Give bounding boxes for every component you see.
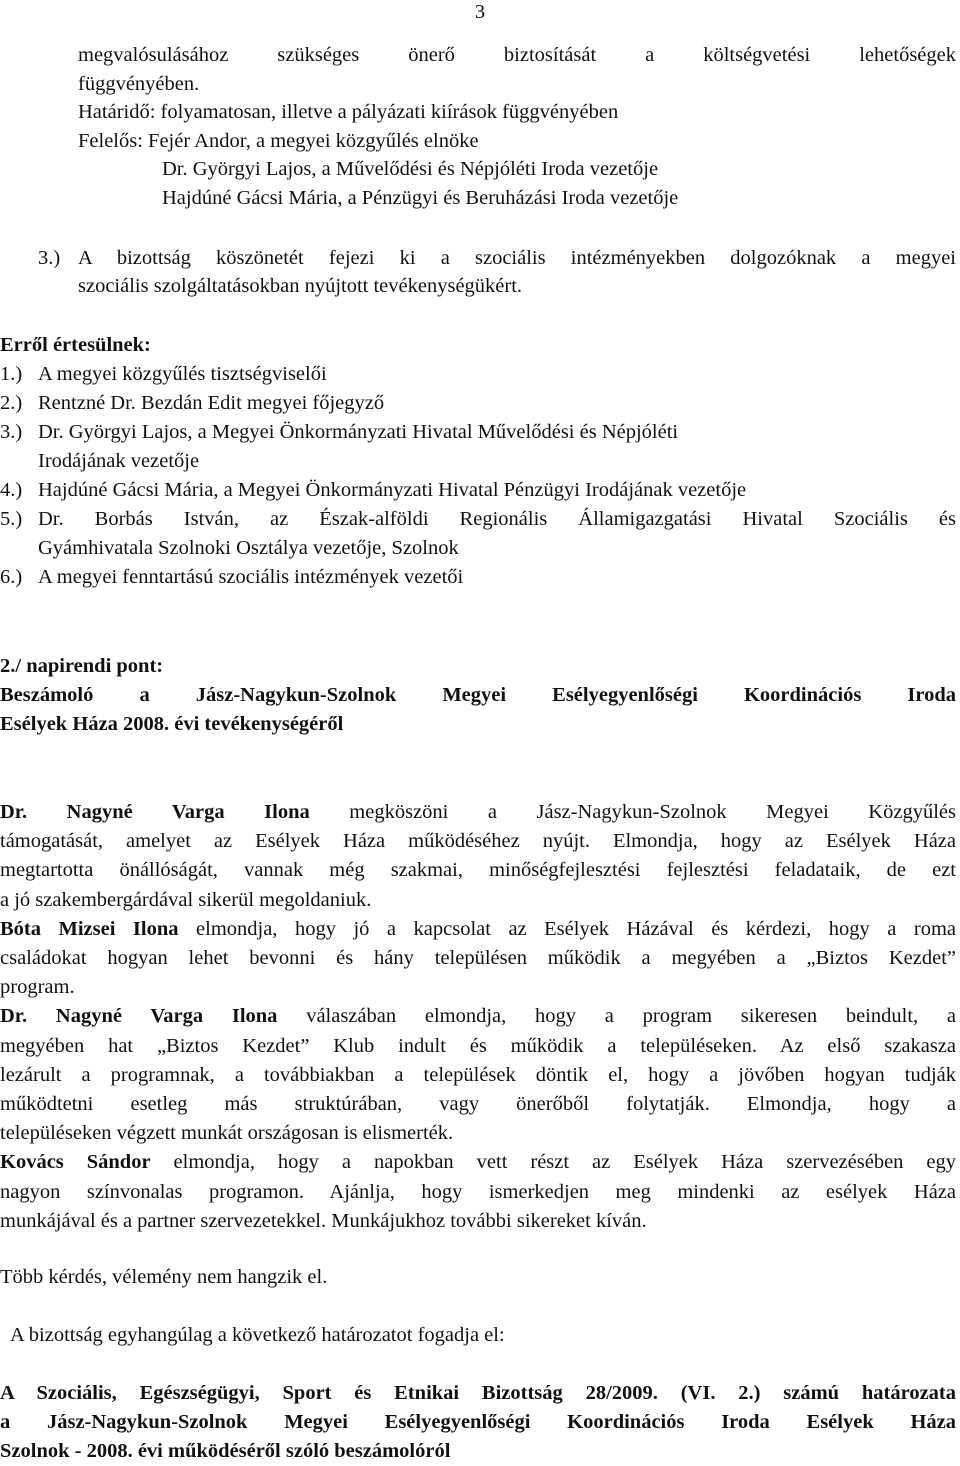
point-3: [38, 244, 956, 300]
continuation-line-2: függvényében.: [78, 72, 200, 95]
list-item: [0, 418, 956, 476]
list-item-text: Hajdúné Gácsi Mária, a Megyei Önkormányzati Hivatal Pénzügyi Irodájának vezetője: [38, 479, 747, 501]
list-item-number: 1.): [0, 363, 23, 385]
agenda-title-line-1: Beszámoló a Jász-Nagykun-Szolnok Megyei Esélyegyenlőségi Koordinációs Iroda: [0, 684, 956, 706]
paragraph-line: megyében hat „Biztos Kezdet” Klub indult és működik a településeken. Az első szakasza: [0, 1034, 956, 1057]
resolution-line-1: A Szociális, Egészségügyi, Sport és Etnikai Bizottság 28/2009. (VI. 2.) számú határozata: [0, 1382, 956, 1404]
list-item-number: 4.): [0, 479, 23, 501]
speaker-name: Kovács Sándor: [0, 1151, 151, 1174]
list-item-text: A megyei fenntartású szociális intézmények vezetői: [38, 566, 464, 588]
page-number: 3: [474, 1, 486, 23]
deadline-line: Határidő: folyamatosan, illetve a pályázati kiírások függvényében: [78, 101, 619, 123]
list-item-text: A megyei közgyűlés tisztségviselői: [38, 363, 327, 385]
point-3-line-1: A bizottság köszönetét fejezi ki a szociális intézményekben dolgozóknak a megyei: [78, 247, 956, 269]
paragraph-line: nagyon színvonalas programon. Ajánlja, hogy ismerkedjen meg mindenki az esélyek Háza: [0, 1180, 956, 1203]
paragraph-line: Dr. Nagyné Varga Ilona megköszöni a Jász-Nagykun-Szolnok Megyei Közgyűlés: [0, 801, 956, 823]
no-more-questions: Több kérdés, vélemény nem hangzik el.: [0, 1266, 328, 1288]
paragraph-line: Bóta Mizsei Ilona elmondja, hogy jó a kapcsolat az Esélyek Házával és kérdezi, hogy a roma: [0, 917, 956, 940]
list-item-text: Gyámhivatala Szolnoki Osztálya vezetője, Szolnok: [38, 537, 459, 559]
responsible-line-2: Dr. Györgyi Lajos, a Művelődési és Népjóléti Iroda vezetője: [162, 158, 659, 180]
agenda-section: [0, 652, 956, 739]
paragraph-line: Dr. Nagyné Varga Ilona válaszában elmondja, hogy a program sikeresen beindult, a: [0, 1005, 956, 1028]
minutes-body: [0, 798, 956, 1236]
agenda-title-line-2: Esélyek Háza 2008. évi tevékenységéről: [0, 713, 344, 735]
list-item-number: 2.): [0, 392, 23, 414]
paragraph-line: támogatását, amelyet az Esélyek Háza működéséhez nyújt. Elmondja, hogy az Esélyek Háza: [0, 830, 956, 853]
list-item: [0, 476, 956, 505]
list-item-text: Dr. Borbás István, az Észak-alföldi Regionális Államigazgatási Hivatal Szociális és: [38, 508, 956, 530]
paragraph-line: településeken végzett munkát országosan is elismerték.: [0, 1122, 454, 1145]
point-3-number: 3.): [38, 247, 61, 269]
paragraph-line: lezárult a programnak, a továbbiakban a települések döntik el, hogy a jövőben hogyan tudják: [0, 1063, 956, 1086]
paragraph-line: családokat hogyan lehet bevonni és hány településen működik a megyében a „Biztos Kezdet”: [0, 947, 956, 970]
list-item-number: 3.): [0, 421, 23, 443]
vote-statement: A bizottság egyhangúlag a következő határozatot fogadja el:: [10, 1324, 505, 1346]
point-3-line-2: szociális szolgáltatásokban nyújtott tevékenységükért.: [78, 275, 523, 297]
top-continuation: [78, 41, 956, 212]
speaker-name: Dr. Nagyné Varga Ilona: [0, 801, 310, 823]
agenda-label: 2./ napirendi pont:: [0, 655, 164, 677]
paragraph-line: program.: [0, 976, 75, 999]
list-item: [0, 360, 956, 389]
list-item-text: Dr. Györgyi Lajos, a Megyei Önkormányzati Hivatal Művelődési és Népjóléti: [38, 421, 679, 443]
paragraph-line: működtetni esetleg más struktúrában, vagy önerőből folytatják. Elmondja, hogy a: [0, 1093, 956, 1116]
resolution-line-2: a Jász-Nagykun-Szolnok Megyei Esélyegyenlőségi Koordinációs Iroda Esélyek Háza: [0, 1411, 956, 1433]
responsible-line: Felelős: Fejér Andor, a megyei közgyűlés elnöke: [78, 129, 479, 152]
notification-section: [0, 331, 956, 592]
list-item-text: Rentzné Dr. Bezdán Edit megyei főjegyző: [38, 392, 385, 414]
list-item: [0, 563, 956, 592]
resolution-title: [0, 1379, 956, 1466]
resolution-line-3: Szolnok - 2008. évi működéséről szóló beszámolóról: [0, 1440, 451, 1462]
list-item-text: Irodájának vezetője: [38, 450, 200, 472]
paragraph-line: a jó szakembergárdával sikerül megoldaniuk.: [0, 888, 372, 911]
list-item-number: 5.): [0, 508, 23, 530]
notification-title: Erről értesülnek:: [0, 334, 151, 356]
paragraph-line: Kovács Sándor elmondja, hogy a napokban vett részt az Esélyek Háza szervezésében egy: [0, 1151, 956, 1174]
list-item: [0, 389, 956, 418]
list-item: [0, 505, 956, 563]
paragraph-line: megtartotta önállóságát, vannak még szakmai, minőségfejlesztési fejlesztési feladataik, de ezt: [0, 859, 956, 882]
notification-list: [0, 360, 956, 592]
speaker-name: Dr. Nagyné Varga Ilona: [0, 1005, 278, 1028]
responsible-line-3: Hajdúné Gácsi Mária, a Pénzügyi és Beruházási Iroda vezetője: [162, 186, 679, 209]
paragraph-line: munkájával és a partner szervezetekkel. Munkájukhoz további sikereket kíván.: [0, 1209, 647, 1232]
speaker-name: Bóta Mizsei Ilona: [0, 917, 179, 940]
list-item-number: 6.): [0, 566, 23, 588]
continuation-line-1: megvalósulásához szükséges önerő biztosítását a költségvetési lehetőségek: [78, 44, 956, 66]
